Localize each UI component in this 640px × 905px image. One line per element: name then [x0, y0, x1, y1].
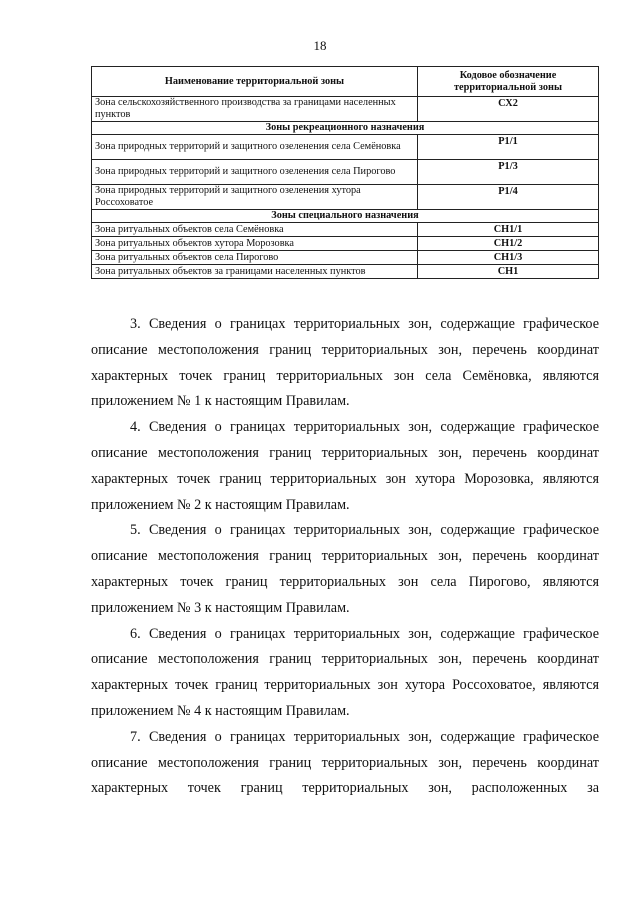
zone-code-cell: СН1/2 [418, 237, 599, 251]
zone-code-cell: СН1/3 [418, 251, 599, 265]
table-row [92, 251, 599, 265]
zone-name-cell: Зона ритуальных объектов хутора Морозовка [92, 237, 418, 251]
zone-code-cell: Р1/4 [418, 185, 599, 210]
table-row [92, 237, 599, 251]
paragraph: 7. Сведения о границах территориальных зон, содержащие графическое описание местоположения границ территориальных зон, перечень координат характерных точек границ территориальных зон, расположенных за [91, 728, 599, 797]
zone-code-cell: СН1 [418, 265, 599, 279]
section-title: Зоны рекреационного назначения [92, 122, 599, 135]
table-row [92, 265, 599, 279]
zone-name-cell: Зона ритуальных объектов села Семёновка [92, 223, 418, 237]
page-number: 18 [313, 38, 327, 53]
zone-name-cell: Зона природных территорий и защитного озеленения села Семёновка [92, 135, 418, 160]
zone-code-cell: Р1/1 [418, 135, 599, 160]
zone-name-cell: Зона сельскохозяйственного производства за границами населенных пунктов [92, 97, 418, 122]
table-row [92, 160, 599, 185]
table-section-row [92, 122, 599, 135]
zones-table-body [92, 97, 599, 279]
table-header-row [92, 67, 599, 97]
zone-name-cell: Зона ритуальных объектов за границами населенных пунктов [92, 265, 418, 279]
table-row [92, 223, 599, 237]
zone-code-cell: Р1/3 [418, 160, 599, 185]
zone-code-cell: СХ2 [418, 97, 599, 122]
zone-code-cell: СН1/1 [418, 223, 599, 237]
paragraph: 5. Сведения о границах территориальных зон, содержащие графическое описание местоположения границ территориальных зон, перечень координат характерных точек границ территориальных зон села Пирогово, являются приложением № 3 к настоящим Правилам. [91, 522, 599, 616]
table-section-row [92, 210, 599, 223]
table-row [92, 135, 599, 160]
zones-table [91, 66, 599, 279]
paragraph: 4. Сведения о границах территориальных зон, содержащие графическое описание местоположения границ территориальных зон, перечень координат характерных точек границ территориальных зон хутора Морозовка, являются приложением № 2 к настоящим Правилам. [91, 419, 599, 513]
body-text [91, 312, 599, 802]
paragraph: 3. Сведения о границах территориальных зон, содержащие графическое описание местоположения границ территориальных зон, перечень координат характерных точек границ территориальных зон села Семёновка, являются приложением № 1 к настоящим Правилам. [91, 316, 599, 410]
zone-name-cell: Зона природных территорий и защитного озеленения хутора Россоховатое [92, 185, 418, 210]
header-zone-code: Кодовое обозначение территориальной зоны [418, 67, 599, 97]
zone-name-cell: Зона природных территорий и защитного озеленения села Пирогово [92, 160, 418, 185]
zone-name-cell: Зона ритуальных объектов села Пирогово [92, 251, 418, 265]
table-row [92, 97, 599, 122]
paragraph: 6. Сведения о границах территориальных зон, содержащие графическое описание местоположения границ территориальных зон, перечень координат характерных точек границ территориальных зон хутора Россоховатое, являются приложением № 4 к настоящим Правилам. [91, 625, 599, 719]
table-row [92, 185, 599, 210]
header-zone-name: Наименование территориальной зоны [92, 67, 418, 97]
section-title: Зоны специального назначения [92, 210, 599, 223]
